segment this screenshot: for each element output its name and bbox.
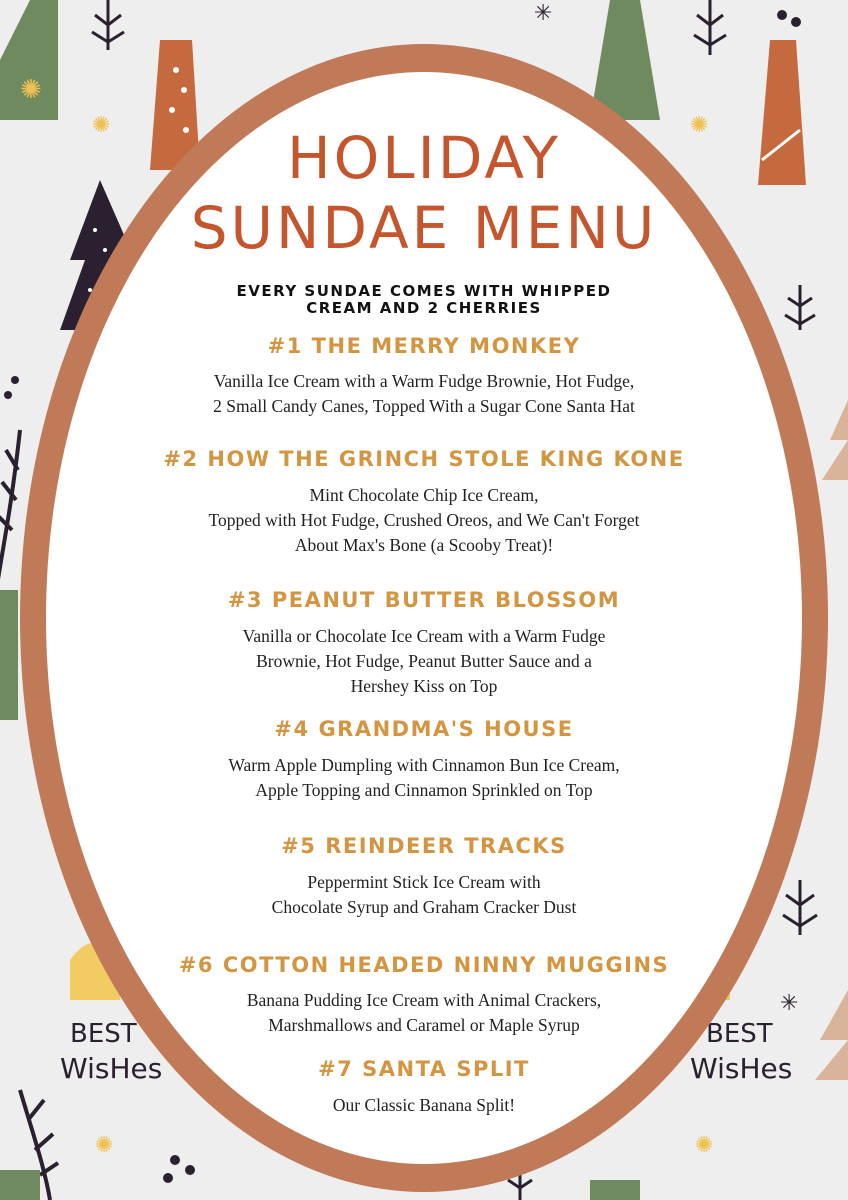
- description-line: Warm Apple Dumpling with Cinnamon Bun Ice Cream,: [228, 755, 620, 775]
- item-description: [0, 870, 848, 920]
- item-description: [0, 483, 848, 558]
- item-description: [0, 369, 848, 419]
- menu-title-line1: HOLIDAY: [287, 124, 561, 192]
- description-line: Our Classic Banana Split!: [332, 1095, 516, 1115]
- wishes-label: WisHes: [690, 1052, 793, 1085]
- description-line: Hershey Kiss on Top: [350, 676, 498, 696]
- description-line: About Max's Bone (a Scooby Treat)!: [294, 535, 554, 555]
- description-line: Apple Topping and Cinnamon Sprinkled on Top: [255, 780, 593, 800]
- best-label: BEST: [70, 1019, 137, 1049]
- menu-subtitle-line2: CREAM AND 2 CHERRIES: [306, 299, 542, 317]
- svg-text:✺: ✺: [695, 1133, 714, 1158]
- description-line: 2 Small Candy Canes, Topped With a Sugar Cone Santa Hat: [213, 396, 635, 416]
- description-line: Brownie, Hot Fudge, Peanut Butter Sauce and a: [256, 651, 592, 671]
- description-line: Vanilla or Chocolate Ice Cream with a Warm Fudge: [242, 626, 606, 646]
- item-heading: #4 GRANDMA'S HOUSE: [274, 717, 574, 741]
- item-heading: #1 THE MERRY MONKEY: [267, 334, 581, 358]
- item-description: [0, 624, 848, 699]
- best-label: BEST: [706, 1019, 773, 1049]
- item-heading: #6 COTTON HEADED NINNY MUGGINS: [178, 953, 670, 977]
- description-line: Banana Pudding Ice Cream with Animal Crackers,: [246, 990, 602, 1010]
- item-description: [0, 988, 848, 1038]
- svg-text:✳: ✳: [780, 991, 799, 1016]
- item-heading: #3 PEANUT BUTTER BLOSSOM: [227, 588, 621, 612]
- svg-text:✺: ✺: [20, 75, 42, 105]
- description-line: Peppermint Stick Ice Cream with: [307, 872, 541, 892]
- svg-text:✺: ✺: [690, 113, 709, 138]
- menu-subtitle-line1: EVERY SUNDAE COMES WITH WHIPPED: [236, 282, 612, 300]
- description-line: Topped with Hot Fudge, Crushed Oreos, and We Can't Forget: [208, 510, 640, 530]
- wishes-label: WisHes: [60, 1052, 163, 1085]
- menu-title-line2: SUNDAE MENU: [190, 194, 658, 262]
- item-heading: #2 HOW THE GRINCH STOLE KING KONE: [163, 447, 685, 471]
- item-description: [0, 753, 848, 803]
- item-heading: #7 SANTA SPLIT: [318, 1057, 530, 1081]
- svg-text:✳: ✳: [534, 1, 553, 26]
- description-line: Marshmallows and Caramel or Maple Syrup: [268, 1015, 580, 1035]
- item-description: [0, 1093, 848, 1118]
- description-line: Vanilla Ice Cream with a Warm Fudge Brownie, Hot Fudge,: [213, 371, 635, 391]
- svg-text:✺: ✺: [92, 113, 111, 138]
- item-heading: #5 REINDEER TRACKS: [281, 834, 567, 858]
- description-line: Mint Chocolate Chip Ice Cream,: [309, 485, 539, 505]
- description-line: Chocolate Syrup and Graham Cracker Dust: [271, 897, 577, 917]
- svg-text:✺: ✺: [95, 1133, 114, 1158]
